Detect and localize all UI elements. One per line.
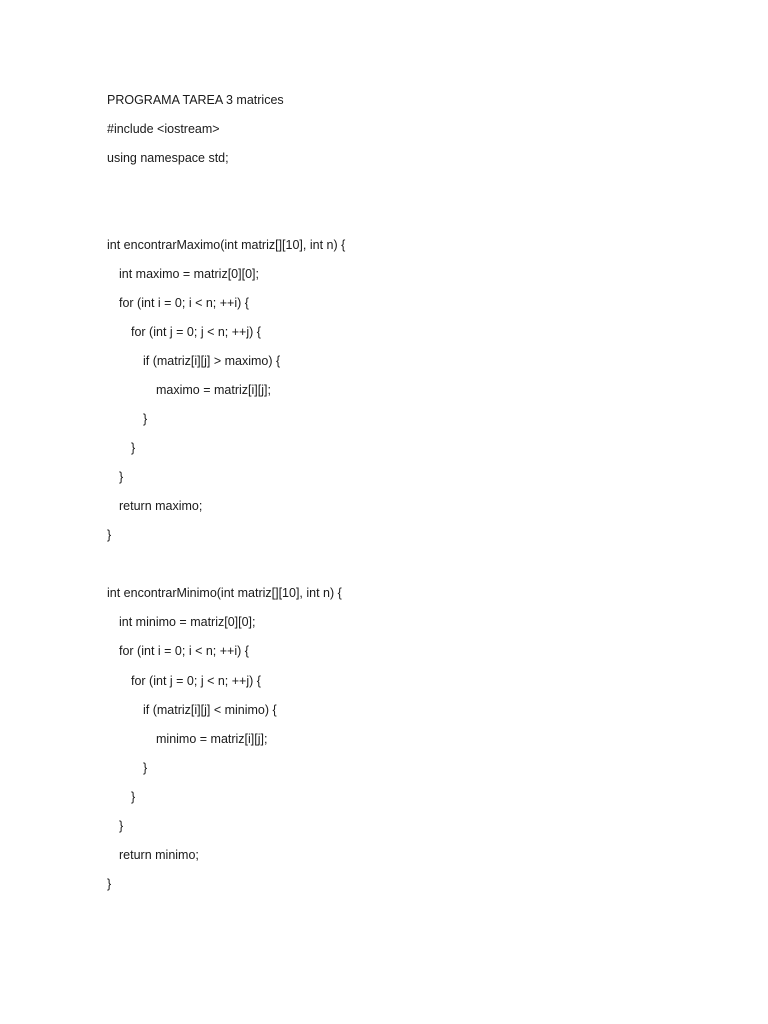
- code-line: }: [119, 819, 124, 833]
- document-title: PROGRAMA TAREA 3 matrices: [107, 93, 284, 107]
- code-line: maximo = matriz[i][j];: [156, 383, 271, 397]
- code-line: using namespace std;: [107, 151, 229, 165]
- code-line: #include <iostream>: [107, 122, 220, 136]
- code-line: }: [143, 412, 148, 426]
- code-line: if (matriz[i][j] < minimo) {: [143, 703, 277, 717]
- code-line: }: [119, 470, 124, 484]
- code-line: int maximo = matriz[0][0];: [119, 267, 259, 281]
- code-line: }: [107, 528, 112, 542]
- code-line: return minimo;: [119, 848, 199, 862]
- code-line: }: [107, 877, 112, 891]
- code-line: int encontrarMaximo(int matriz[][10], int n) {: [107, 238, 346, 252]
- code-line: for (int i = 0; i < n; ++i) {: [119, 296, 249, 310]
- code-line: for (int j = 0; j < n; ++j) {: [131, 674, 261, 688]
- code-line: for (int i = 0; i < n; ++i) {: [119, 644, 249, 658]
- code-line: }: [131, 790, 136, 804]
- code-line: if (matriz[i][j] > maximo) {: [143, 354, 281, 368]
- code-line: minimo = matriz[i][j];: [156, 732, 268, 746]
- code-line: for (int j = 0; j < n; ++j) {: [131, 325, 261, 339]
- code-line: }: [131, 441, 136, 455]
- code-line: return maximo;: [119, 499, 203, 513]
- code-line: int encontrarMinimo(int matriz[][10], int n) {: [107, 586, 342, 600]
- code-line: }: [143, 761, 148, 775]
- code-line: int minimo = matriz[0][0];: [119, 615, 256, 629]
